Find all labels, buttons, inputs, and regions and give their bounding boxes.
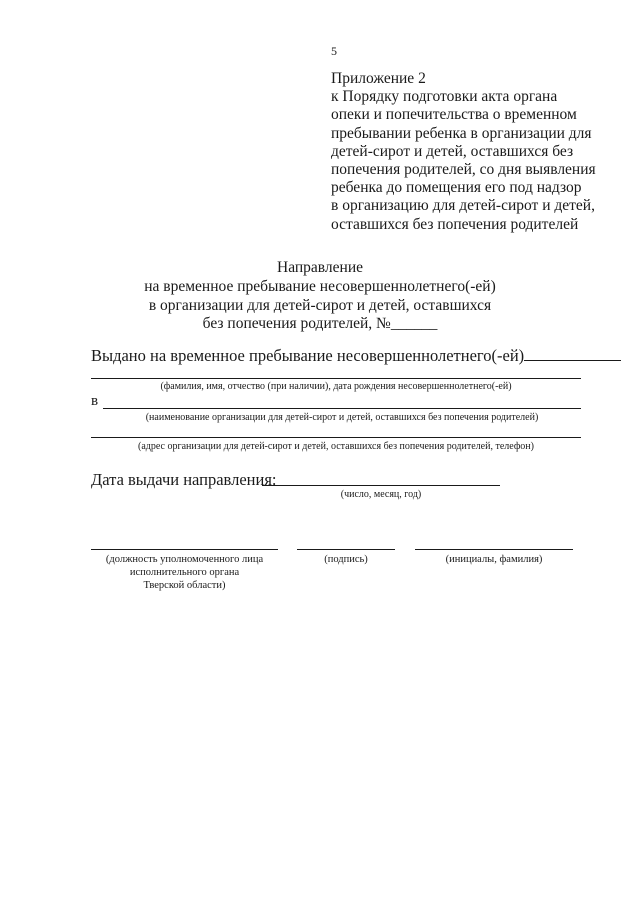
appendix-line: оставшихся без попечения родителей: [331, 215, 579, 233]
signature-field[interactable]: [297, 549, 395, 550]
appendix-line: пребывании ребенка в организации для: [331, 124, 592, 142]
child-name-caption: (фамилия, имя, отчество (при наличии), дата рождения несовершеннолетнего(-ей): [160, 381, 512, 392]
position-caption-line: Тверской области): [143, 580, 226, 591]
initials-surname-caption: (инициалы, фамилия): [445, 554, 543, 565]
child-name-field[interactable]: [91, 378, 581, 379]
appendix-line: попечения родителей, со дня выявления: [331, 161, 596, 179]
organization-address-field[interactable]: [91, 437, 581, 438]
issue-date-label: Дата выдачи направления:: [91, 470, 277, 489]
appendix-line: детей-сирот и детей, оставшихся без: [331, 142, 574, 160]
title-line: на временное пребывание несовершеннолетнего(-ей): [144, 277, 496, 295]
official-position-field[interactable]: [91, 549, 278, 550]
document-title: [0, 259, 640, 334]
organization-name-field[interactable]: [103, 408, 581, 409]
title-line: в организации для детей-сирот и детей, оставшихся: [148, 296, 492, 314]
title-line: Направление: [277, 259, 363, 276]
appendix-line: Приложение 2: [331, 70, 426, 87]
in-label: в: [91, 393, 99, 409]
organization-name-caption: (наименование организации для детей-сирот и детей, оставшихся без попечения родителей): [145, 412, 539, 423]
issue-date-caption: (число, месяц, год): [340, 489, 422, 500]
issue-date-field[interactable]: [262, 485, 500, 486]
title-line: без попечения родителей, №______: [202, 315, 438, 333]
page-number: 5: [331, 44, 337, 58]
appendix-line: в организацию для детей-сирот и детей,: [331, 197, 595, 215]
issued-blank-field[interactable]: [524, 346, 621, 361]
official-position-caption: [91, 553, 278, 592]
organization-address-caption: (адрес организации для детей-сирот и детей, оставшихся без попечения родителей, телефон): [138, 441, 534, 452]
issued-text: Выдано на временное пребывание несовершеннолетнего(-ей): [91, 346, 525, 365]
appendix-header: [331, 70, 596, 234]
signature-caption: (подпись): [324, 554, 368, 565]
appendix-line: к Порядку подготовки акта органа: [331, 88, 558, 106]
position-caption-line: (должность уполномоченного лица: [105, 554, 264, 565]
appendix-line: ребенка до помещения его под надзор: [331, 179, 582, 197]
issued-statement: [91, 346, 621, 366]
initials-surname-field[interactable]: [415, 549, 573, 550]
appendix-line: опеки и попечительства о временном: [331, 106, 577, 124]
position-caption-line: исполнительного органа: [129, 567, 240, 578]
